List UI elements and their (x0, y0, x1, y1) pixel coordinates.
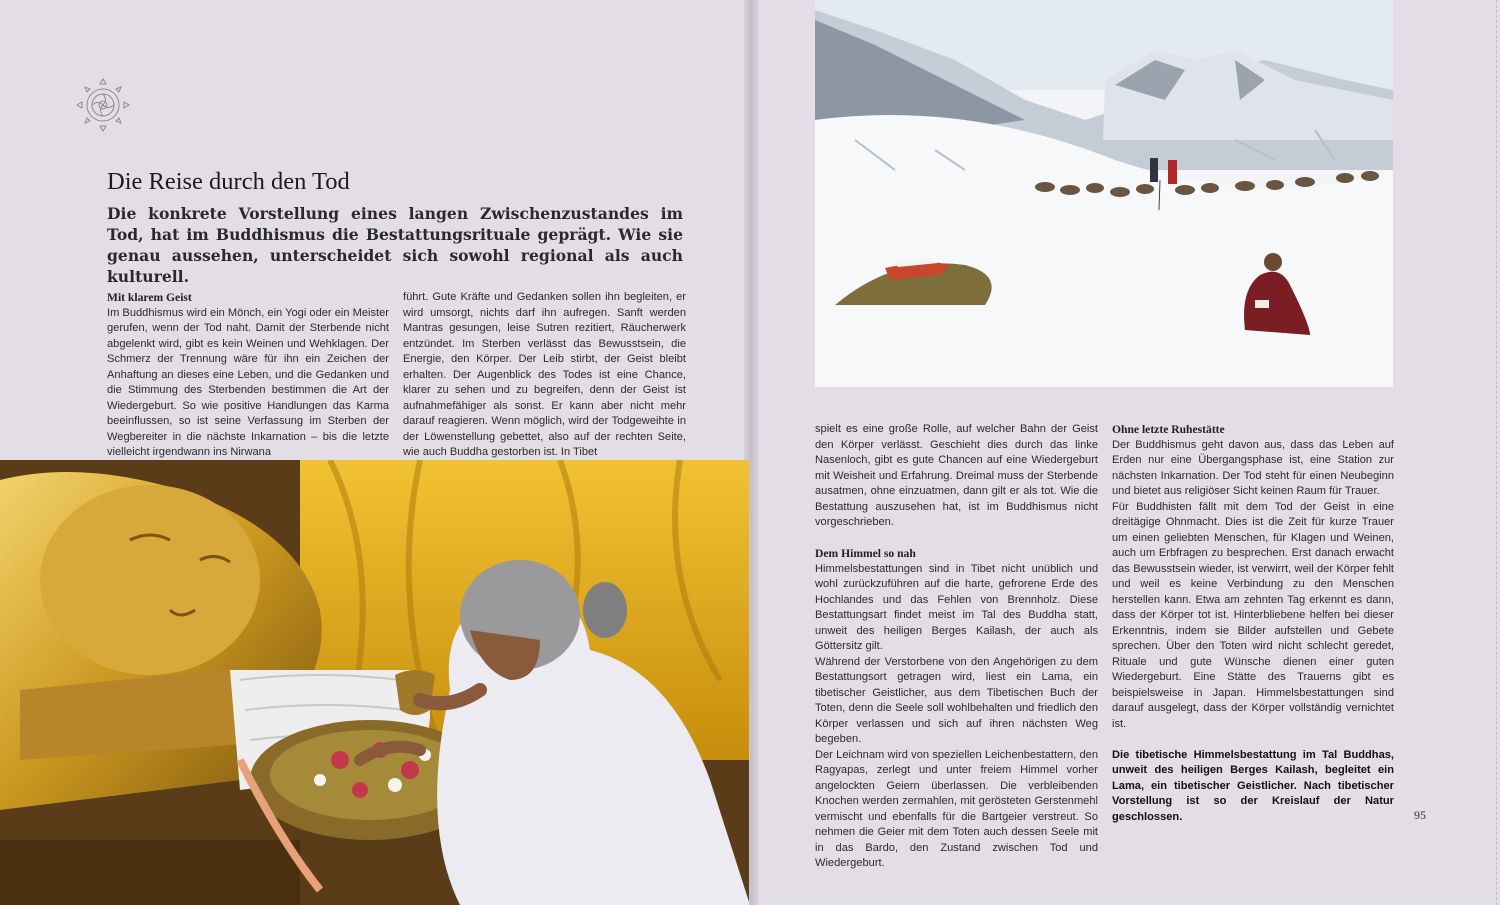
lead-paragraph: Die konkrete Vorstellung eines langen Zwischenzustandes im Tod, hat im Buddhismus die Bestattungsrituale geprägt. Wie sie genau aussehen, unterscheidet sich sowohl regional als auch kulturell. (107, 204, 683, 286)
photo-reclining-buddha (0, 460, 749, 905)
body-text: führt. Gute Kräfte und Gedanken sollen ihn begleiten, er wird umsorgt, nichts darf ihn aufregen. Sanft werden Mantras gesungen, leise Sutren rezitiert, Räucherwerk entzündet. Im Sterben verlässt das Bewusstsein, die Energie, den Körper. Der Leib stirbt, der Geist bleibt erhalten. Der Augenblick des Todes ist eine Chance, klarer zu sehen und zu begreifen, denn der Geist ist aufnahmefähiger als sonst. Er kann aber nicht mehr darauf reagieren. Wenn möglich, wird der Todgeweihte in der Löwenstellung gebettet, also auf der rechten Seite, wie auch Buddha gestorben ist. In Tibet (403, 291, 686, 458)
body-text: spielt es eine große Rolle, auf welcher Bahn der Geist den Körper verlässt. Geschieht dies durch das linke Nasenloch, gibt es gute Chancen auf eine Wiedergeburt mit Weisheit und Erfahrung. Dreimal muss der Sterbende ausatmen, ohne einzuatmen, dann gilt er als tot. Wie die Bestattung auszusehen hat, ist im Buddhismus nicht vorgeschrieben. (815, 423, 1098, 528)
text-column-2 (403, 290, 686, 461)
body-text: Während der Verstorbene von den Angehörigen zu dem Bestattungsort getragen wird, liest ein Lama, ein tibetischer Geistlicher, aus dem Tibetischen Buch der Toten, denn die Seele soll wohlbehalten und friedlich den Körper verlassen und sich auf ihren nächsten Weg begeben. (815, 655, 1098, 745)
section-heading: Mit klarem Geist (107, 291, 192, 304)
page-edge-stitch (1496, 0, 1497, 905)
body-text: Im Buddhismus wird ein Mönch, ein Yogi oder ein Meister gerufen, wenn der Tod naht. Damit der Sterbende nicht abgelenkt wird, gibt es kein Weinen und Wehklagen. Der Schmerz der Trennung wäre für ihn ein Zeichen der Anhaftung an dieses eine Leben, und die Gedanken und die Stimmung des Sterbenden bestimmen die Art der Wiedergeburt. So wie positive Handlungen das Karma beeinflussen, so ist seine Verfassung im Sterben der Wegbereiter in die nächste Inkarnation – bis die letzte vielleicht irgendwann ins Nirwana (107, 306, 389, 458)
page-number: 95 (1414, 808, 1426, 822)
dharma-wheel-icon (74, 76, 132, 134)
body-text: Der Leichnam wird von speziellen Leichenbestattern, den Ragyapas, zerlegt und unter freiem Himmel vorher angelockten Geiern überlassen. Die verbleibenden Knochen werden zermahlen, mit gerösteten Gerstenmehl vermischt und ebenfalls für die Bartgeier verstreut. So nehmen die Geier mit dem Toten auch dessen Seele mit in das Bardo, den Zustand zwischen Tod und Wiedergeburt. (815, 748, 1098, 869)
photo-sky-burial-landscape (815, 0, 1393, 387)
body-text: Himmelsbestattungen sind in Tibet nicht unüblich und wohl zurückzuführen auf die harte, gefrorene Erde des Hochlandes und das Fehlen von Brennholz. Diese Bestattungsart findet meist im Tal des Buddha statt, unweit des heiligen Berges Kailash, der auch als Göttersitz gilt. (815, 562, 1098, 652)
article-title: Die Reise durch den Tod (107, 168, 350, 195)
section-heading: Dem Himmel so nah (815, 547, 916, 560)
photo-caption: Die tibetische Himmelsbestattung im Tal Buddhas, unweit des heiligen Berges Kailash, begleitet ein Lama, ein tibetischer Geistlicher. Nach tibetischer Vorstellung ist so der Kreislauf der Natur geschlossen. (1112, 748, 1394, 823)
text-column-1 (107, 290, 389, 461)
body-text: Der Buddhismus geht davon aus, dass das Leben auf Erden nur eine Übergangsphase ist, eine Station zur nächsten Inkarnation. Der Tod steht für einen Neubeginn und bietet aus religiöser Sicht keinen Raum für Trauer. (1112, 438, 1394, 497)
text-column-4 (1112, 422, 1394, 825)
text-column-3 (815, 422, 1098, 872)
section-heading: Ohne letzte Ruhestätte (1112, 423, 1225, 436)
body-text: Für Buddhisten fällt mit dem Tod der Geist in eine dreitägige Ohnmacht. Dies ist die Zeit für kurze Trauer um einen geliebten Menschen, für Klagen und Weinen, auch um Erbfragen zu besprechen. Erst danach erwacht das Bewusstsein wieder, ist verwirrt, weil der Körper fehlt und weil es keine Verbindung zu den Menschen herstellen kann. Etwa am zehnten Tag erkennt es dann, dass der Körper tot ist. Hinterbliebene helfen bei dieser Erkenntnis, indem sie Bilder aufstellen und Gebete sprechen. Über den Toten wird nicht schlecht geredet, Rituale und gute Wünsche dienen einer guten Wiedergeburt. Eine Stätte des Trauerns gibt es beispielsweise in Japan. Himmelsbestattungen sind darauf ausgelegt, dass der Körper vollständig vernichtet ist. (1112, 500, 1394, 730)
